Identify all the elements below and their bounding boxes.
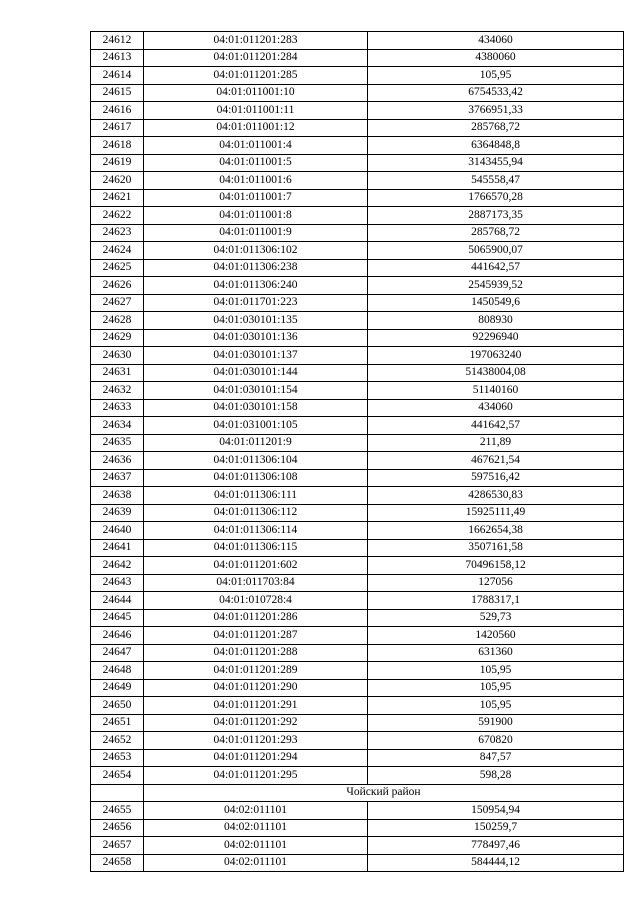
cadastral-value: 434060 <box>368 399 624 417</box>
row-number: 24643 <box>91 574 144 592</box>
cadastral-number: 04:01:011306:104 <box>144 452 368 470</box>
cadastral-number: 04:02:011101 <box>144 819 368 837</box>
row-number: 24657 <box>91 837 144 855</box>
table-row <box>91 259 624 277</box>
cadastral-value: 467621,54 <box>368 452 624 470</box>
table-body-bottom <box>91 802 624 872</box>
table-row <box>91 504 624 522</box>
table-row <box>91 732 624 750</box>
cadastral-number: 04:01:011306:108 <box>144 469 368 487</box>
table-row <box>91 417 624 435</box>
cadastral-value: 51140160 <box>368 382 624 400</box>
table-row <box>91 854 624 872</box>
table-row <box>91 172 624 190</box>
row-number: 24634 <box>91 417 144 435</box>
table-row <box>91 399 624 417</box>
table-row <box>91 364 624 382</box>
cadastral-number: 04:01:011001:6 <box>144 172 368 190</box>
row-number: 24640 <box>91 522 144 540</box>
cadastral-value: 4286530,83 <box>368 487 624 505</box>
row-number: 24624 <box>91 242 144 260</box>
row-number: 24650 <box>91 697 144 715</box>
table-row <box>91 294 624 312</box>
table-row <box>91 277 624 295</box>
row-number: 24636 <box>91 452 144 470</box>
cadastral-number: 04:01:011306:238 <box>144 259 368 277</box>
cadastral-number: 04:01:011201:295 <box>144 767 368 785</box>
table-row <box>91 522 624 540</box>
table-row <box>91 592 624 610</box>
cadastral-value: 597516,42 <box>368 469 624 487</box>
cadastral-number: 04:01:030101:144 <box>144 364 368 382</box>
table-row <box>91 609 624 627</box>
row-number: 24626 <box>91 277 144 295</box>
cadastral-value-table <box>90 31 624 872</box>
cadastral-number: 04:01:011306:114 <box>144 522 368 540</box>
row-number: 24615 <box>91 84 144 102</box>
row-number: 24618 <box>91 137 144 155</box>
cadastral-value: 211,89 <box>368 434 624 452</box>
row-number: 24641 <box>91 539 144 557</box>
cadastral-number: 04:01:011201:288 <box>144 644 368 662</box>
table-row <box>91 382 624 400</box>
table-row <box>91 242 624 260</box>
cadastral-value: 778497,46 <box>368 837 624 855</box>
cadastral-value: 434060 <box>368 32 624 50</box>
row-number: 24645 <box>91 609 144 627</box>
row-number: 24631 <box>91 364 144 382</box>
row-number: 24632 <box>91 382 144 400</box>
row-number: 24630 <box>91 347 144 365</box>
cadastral-number: 04:01:011201:283 <box>144 32 368 50</box>
table-row <box>91 837 624 855</box>
cadastral-number: 04:01:030101:158 <box>144 399 368 417</box>
cadastral-value: 1450549,6 <box>368 294 624 312</box>
row-number: 24648 <box>91 662 144 680</box>
table-row <box>91 224 624 242</box>
cadastral-value: 197063240 <box>368 347 624 365</box>
cadastral-number: 04:01:011001:10 <box>144 84 368 102</box>
cadastral-value: 631360 <box>368 644 624 662</box>
cadastral-value: 670820 <box>368 732 624 750</box>
table-row <box>91 207 624 225</box>
cadastral-value: 598,28 <box>368 767 624 785</box>
cadastral-number: 04:01:011001:8 <box>144 207 368 225</box>
table-row <box>91 749 624 767</box>
table-row <box>91 49 624 67</box>
cadastral-number: 04:01:011201:289 <box>144 662 368 680</box>
cadastral-value: 285768,72 <box>368 119 624 137</box>
row-number: 24612 <box>91 32 144 50</box>
cadastral-number: 04:01:011306:240 <box>144 277 368 295</box>
table-row <box>91 434 624 452</box>
cadastral-number: 04:01:011201:602 <box>144 557 368 575</box>
cadastral-number: 04:01:011201:284 <box>144 49 368 67</box>
cadastral-value: 3766951,33 <box>368 102 624 120</box>
row-number: 24639 <box>91 504 144 522</box>
table-row <box>91 84 624 102</box>
cadastral-value: 6754533,42 <box>368 84 624 102</box>
cadastral-number: 04:01:011201:9 <box>144 434 368 452</box>
cadastral-number: 04:01:011001:4 <box>144 137 368 155</box>
cadastral-number: 04:01:011201:286 <box>144 609 368 627</box>
cadastral-value: 150259,7 <box>368 819 624 837</box>
table-row <box>91 119 624 137</box>
cadastral-value: 2887173,35 <box>368 207 624 225</box>
row-number: 24654 <box>91 767 144 785</box>
table-row <box>91 767 624 785</box>
row-number: 24646 <box>91 627 144 645</box>
table-row <box>91 679 624 697</box>
cadastral-value: 441642,57 <box>368 417 624 435</box>
cadastral-number: 04:01:011201:285 <box>144 67 368 85</box>
cadastral-value: 441642,57 <box>368 259 624 277</box>
table-row <box>91 662 624 680</box>
cadastral-value: 127056 <box>368 574 624 592</box>
cadastral-number: 04:01:011201:292 <box>144 714 368 732</box>
row-number: 24635 <box>91 434 144 452</box>
table-row <box>91 137 624 155</box>
cadastral-value: 4380060 <box>368 49 624 67</box>
cadastral-number: 04:01:011001:5 <box>144 154 368 172</box>
cadastral-value: 70496158,12 <box>368 557 624 575</box>
table-row <box>91 312 624 330</box>
cadastral-number: 04:02:011101 <box>144 854 368 872</box>
row-number: 24621 <box>91 189 144 207</box>
cadastral-number: 04:01:030101:135 <box>144 312 368 330</box>
table-row <box>91 627 624 645</box>
cadastral-value: 105,95 <box>368 679 624 697</box>
cadastral-value: 92296940 <box>368 329 624 347</box>
row-number: 24638 <box>91 487 144 505</box>
row-number: 24622 <box>91 207 144 225</box>
cadastral-number: 04:01:011201:290 <box>144 679 368 697</box>
table-row <box>91 32 624 50</box>
section-row <box>91 784 624 802</box>
cadastral-value: 105,95 <box>368 697 624 715</box>
cadastral-number: 04:01:011001:11 <box>144 102 368 120</box>
cadastral-value: 584444,12 <box>368 854 624 872</box>
cadastral-number: 04:01:011201:287 <box>144 627 368 645</box>
cadastral-number: 04:01:011306:115 <box>144 539 368 557</box>
table-row <box>91 539 624 557</box>
row-number: 24623 <box>91 224 144 242</box>
table-row <box>91 802 624 820</box>
cadastral-value: 3143455,94 <box>368 154 624 172</box>
row-number: 24616 <box>91 102 144 120</box>
cadastral-number: 04:02:011101 <box>144 837 368 855</box>
cadastral-number: 04:01:011201:291 <box>144 697 368 715</box>
cadastral-value: 2545939,52 <box>368 277 624 295</box>
cadastral-number: 04:01:011201:294 <box>144 749 368 767</box>
cadastral-value: 105,95 <box>368 662 624 680</box>
row-number: 24652 <box>91 732 144 750</box>
row-number: 24655 <box>91 802 144 820</box>
row-number: 24637 <box>91 469 144 487</box>
table-row <box>91 557 624 575</box>
cadastral-number: 04:01:011201:293 <box>144 732 368 750</box>
cadastral-value: 285768,72 <box>368 224 624 242</box>
table-row <box>91 697 624 715</box>
cadastral-number: 04:01:011306:112 <box>144 504 368 522</box>
table-row <box>91 487 624 505</box>
cadastral-value: 1420560 <box>368 627 624 645</box>
row-number: 24653 <box>91 749 144 767</box>
cadastral-number: 04:01:030101:136 <box>144 329 368 347</box>
cadastral-value: 1788317,1 <box>368 592 624 610</box>
cadastral-value: 15925111,49 <box>368 504 624 522</box>
cadastral-value: 1662654,38 <box>368 522 624 540</box>
cadastral-number: 04:02:011101 <box>144 802 368 820</box>
table-row <box>91 469 624 487</box>
cadastral-number: 04:01:030101:154 <box>144 382 368 400</box>
table-row <box>91 819 624 837</box>
row-number: 24628 <box>91 312 144 330</box>
table-row <box>91 67 624 85</box>
cadastral-value: 105,95 <box>368 67 624 85</box>
row-number: 24629 <box>91 329 144 347</box>
cadastral-number: 04:01:011701:223 <box>144 294 368 312</box>
cadastral-value: 591900 <box>368 714 624 732</box>
cadastral-number: 04:01:011703:84 <box>144 574 368 592</box>
table-body-top <box>91 32 624 785</box>
cadastral-value: 150954,94 <box>368 802 624 820</box>
cadastral-number: 04:01:030101:137 <box>144 347 368 365</box>
row-number: 24617 <box>91 119 144 137</box>
cadastral-value: 5065900,07 <box>368 242 624 260</box>
cadastral-value: 847,57 <box>368 749 624 767</box>
cadastral-value: 3507161,58 <box>368 539 624 557</box>
cadastral-number: 04:01:011001:9 <box>144 224 368 242</box>
row-number: 24633 <box>91 399 144 417</box>
row-number: 24651 <box>91 714 144 732</box>
row-number: 24647 <box>91 644 144 662</box>
row-number: 24627 <box>91 294 144 312</box>
section-title: Чойский район <box>144 784 624 802</box>
row-number: 24644 <box>91 592 144 610</box>
cadastral-number: 04:01:011001:7 <box>144 189 368 207</box>
table-row <box>91 574 624 592</box>
row-number: 24625 <box>91 259 144 277</box>
row-number: 24642 <box>91 557 144 575</box>
cadastral-number: 04:01:011001:12 <box>144 119 368 137</box>
cadastral-number: 04:01:010728:4 <box>144 592 368 610</box>
row-number: 24614 <box>91 67 144 85</box>
cadastral-value: 6364848,8 <box>368 137 624 155</box>
row-number: 24658 <box>91 854 144 872</box>
table-row <box>91 154 624 172</box>
section-body <box>91 784 624 802</box>
table-row <box>91 189 624 207</box>
table-row <box>91 102 624 120</box>
cadastral-value: 808930 <box>368 312 624 330</box>
cadastral-value: 51438004,08 <box>368 364 624 382</box>
row-number: 24620 <box>91 172 144 190</box>
table-row <box>91 452 624 470</box>
cadastral-number: 04:01:031001:105 <box>144 417 368 435</box>
row-number: 24649 <box>91 679 144 697</box>
section-empty-cell <box>91 784 144 802</box>
cadastral-value: 529,73 <box>368 609 624 627</box>
row-number: 24619 <box>91 154 144 172</box>
table-row <box>91 347 624 365</box>
cadastral-value: 1766570,28 <box>368 189 624 207</box>
row-number: 24613 <box>91 49 144 67</box>
cadastral-number: 04:01:011306:111 <box>144 487 368 505</box>
cadastral-number: 04:01:011306:102 <box>144 242 368 260</box>
table-row <box>91 329 624 347</box>
row-number: 24656 <box>91 819 144 837</box>
table-row <box>91 644 624 662</box>
cadastral-value: 545558,47 <box>368 172 624 190</box>
table-row <box>91 714 624 732</box>
